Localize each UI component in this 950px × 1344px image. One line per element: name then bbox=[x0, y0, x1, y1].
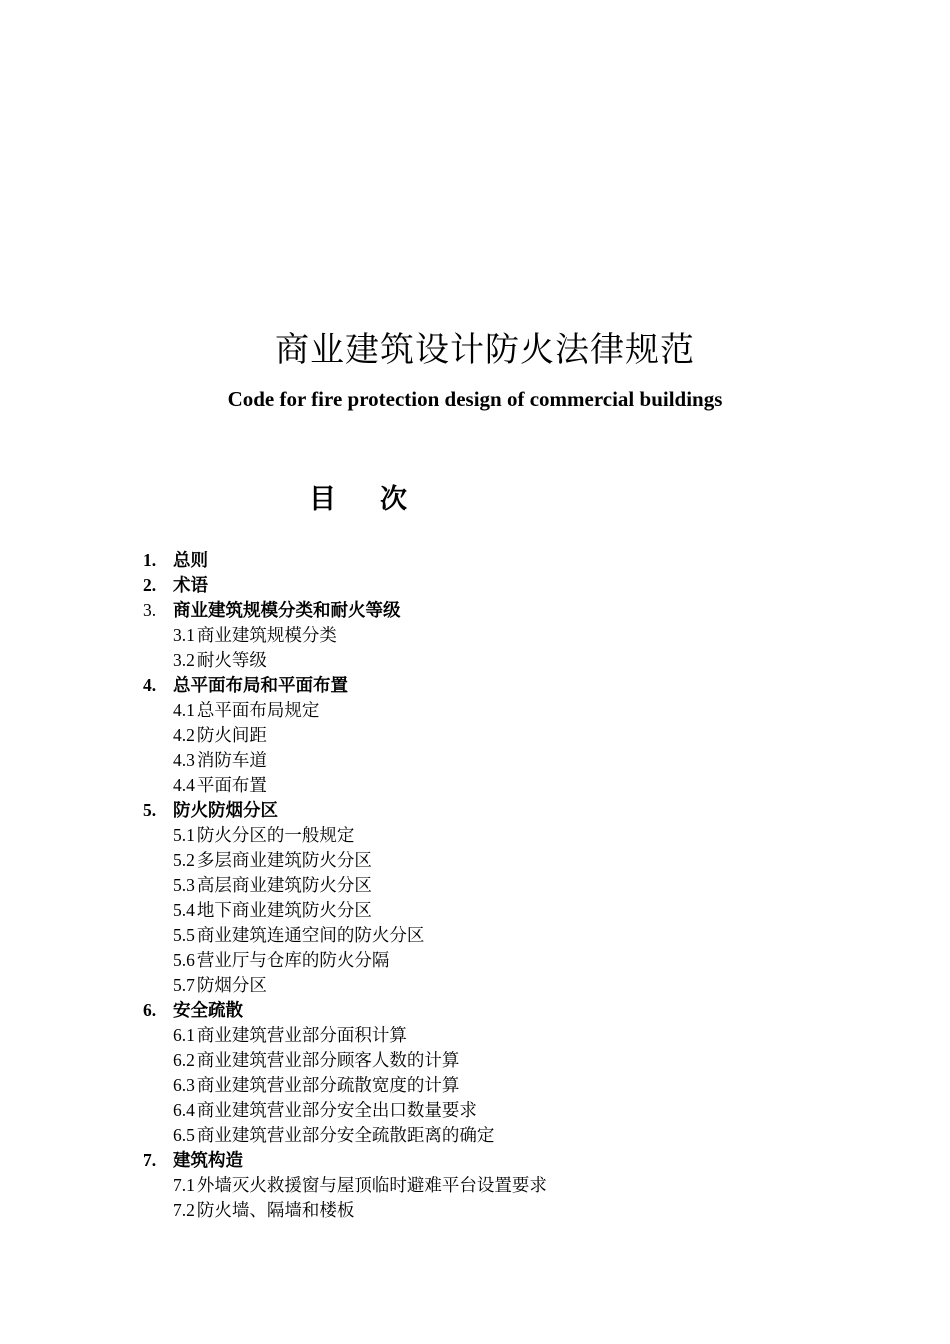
toc-entry-number: 4.4 bbox=[173, 775, 195, 795]
toc-entry-number: 6. bbox=[143, 1000, 157, 1020]
toc-section[interactable] bbox=[143, 823, 843, 848]
toc-entry-label: 多层商业建筑防火分区 bbox=[196, 851, 372, 871]
toc-entry-label: 总则 bbox=[173, 551, 208, 571]
toc-entry-label: 防火分区的一般规定 bbox=[196, 826, 355, 846]
toc-entry-number: 6.4 bbox=[173, 1100, 195, 1120]
toc-entry-label: 商业建筑连通空间的防火分区 bbox=[196, 926, 425, 946]
toc-chapter[interactable] bbox=[143, 1148, 843, 1173]
toc-entry-number: 5.6 bbox=[173, 950, 195, 970]
toc-heading: 目次 bbox=[309, 484, 451, 515]
toc-section[interactable] bbox=[143, 1048, 843, 1073]
toc-entry-label: 地下商业建筑防火分区 bbox=[196, 901, 372, 921]
toc-entry-label: 商业建筑营业部分疏散宽度的计算 bbox=[196, 1076, 460, 1096]
toc-section[interactable] bbox=[143, 923, 843, 948]
toc-entry-number: 2. bbox=[143, 575, 157, 595]
toc-entry-label: 防火墙、隔墙和楼板 bbox=[196, 1201, 355, 1221]
table-of-contents bbox=[143, 548, 843, 1223]
toc-entry-label: 商业建筑营业部分面积计算 bbox=[196, 1026, 407, 1046]
toc-entry-number: 7. bbox=[143, 1150, 157, 1170]
toc-chapter[interactable] bbox=[143, 598, 843, 623]
toc-entry-label: 术语 bbox=[173, 576, 208, 596]
toc-entry-number: 4.3 bbox=[173, 750, 195, 770]
toc-section[interactable] bbox=[143, 848, 843, 873]
toc-entry-label: 商业建筑规模分类和耐火等级 bbox=[173, 601, 401, 621]
toc-chapter[interactable] bbox=[143, 673, 843, 698]
toc-section[interactable] bbox=[143, 1173, 843, 1198]
toc-entry-number: 4.2 bbox=[173, 725, 195, 745]
toc-chapter[interactable] bbox=[143, 573, 843, 598]
toc-entry-label: 营业厅与仓库的防火分隔 bbox=[196, 951, 390, 971]
toc-entry-number: 6.1 bbox=[173, 1025, 195, 1045]
toc-section[interactable] bbox=[143, 948, 843, 973]
toc-section[interactable] bbox=[143, 1073, 843, 1098]
toc-entry-label: 平面布置 bbox=[196, 776, 267, 796]
toc-entry-number: 6.2 bbox=[173, 1050, 195, 1070]
toc-entry-number: 3.2 bbox=[173, 650, 195, 670]
toc-section[interactable] bbox=[143, 1098, 843, 1123]
toc-section[interactable] bbox=[143, 973, 843, 998]
toc-section[interactable] bbox=[143, 748, 843, 773]
toc-chapter[interactable] bbox=[143, 548, 843, 573]
toc-entry-label: 商业建筑营业部分安全出口数量要求 bbox=[196, 1101, 477, 1121]
toc-entry-label: 商业建筑营业部分安全疏散距离的确定 bbox=[196, 1126, 495, 1146]
toc-entry-label: 商业建筑规模分类 bbox=[196, 626, 337, 646]
toc-entry-number: 5.3 bbox=[173, 875, 195, 895]
toc-entry-number: 7.1 bbox=[173, 1175, 195, 1195]
toc-entry-number: 4.1 bbox=[173, 700, 195, 720]
toc-entry-label: 总平面布局规定 bbox=[196, 701, 320, 721]
toc-entry-label: 防火防烟分区 bbox=[173, 801, 278, 821]
toc-entry-number: 7.2 bbox=[173, 1200, 195, 1220]
toc-entry-label: 耐火等级 bbox=[196, 651, 267, 671]
toc-section[interactable] bbox=[143, 1023, 843, 1048]
toc-entry-number: 6.3 bbox=[173, 1075, 195, 1095]
toc-entry-number: 4. bbox=[143, 675, 157, 695]
toc-entry-label: 建筑构造 bbox=[173, 1151, 243, 1171]
toc-section[interactable] bbox=[143, 898, 843, 923]
toc-entry-label: 防烟分区 bbox=[196, 976, 267, 996]
toc-chapter[interactable] bbox=[143, 998, 843, 1023]
toc-section[interactable] bbox=[143, 698, 843, 723]
toc-entry-label: 消防车道 bbox=[196, 751, 267, 771]
toc-entry-number: 1. bbox=[143, 550, 157, 570]
toc-chapter[interactable] bbox=[143, 798, 843, 823]
toc-section[interactable] bbox=[143, 1123, 843, 1148]
toc-section[interactable] bbox=[143, 773, 843, 798]
toc-entry-label: 防火间距 bbox=[196, 726, 267, 746]
document-title-cn: 商业建筑设计防火法律规范 bbox=[275, 330, 695, 370]
toc-section[interactable] bbox=[143, 648, 843, 673]
toc-entry-label: 高层商业建筑防火分区 bbox=[196, 876, 372, 896]
toc-entry-number: 5. bbox=[143, 800, 157, 820]
toc-entry-number: 6.5 bbox=[173, 1125, 195, 1145]
toc-entry-number: 3. bbox=[143, 600, 157, 620]
toc-section[interactable] bbox=[143, 873, 843, 898]
toc-section[interactable] bbox=[143, 723, 843, 748]
toc-entry-number: 5.4 bbox=[173, 900, 195, 920]
toc-entry-number: 5.1 bbox=[173, 825, 195, 845]
toc-section[interactable] bbox=[143, 623, 843, 648]
document-title-en: Code for fire protection design of commercial buildings bbox=[227, 387, 723, 411]
toc-entry-label: 总平面布局和平面布置 bbox=[173, 676, 348, 696]
toc-entry-label: 安全疏散 bbox=[173, 1001, 243, 1021]
toc-section[interactable] bbox=[143, 1198, 843, 1223]
toc-entry-number: 5.5 bbox=[173, 925, 195, 945]
toc-entry-label: 商业建筑营业部分顾客人数的计算 bbox=[196, 1051, 460, 1071]
toc-entry-label: 外墙灭火救援窗与屋顶临时避难平台设置要求 bbox=[196, 1176, 547, 1196]
toc-entry-number: 5.7 bbox=[173, 975, 195, 995]
toc-entry-number: 5.2 bbox=[173, 850, 195, 870]
toc-entry-number: 3.1 bbox=[173, 625, 195, 645]
